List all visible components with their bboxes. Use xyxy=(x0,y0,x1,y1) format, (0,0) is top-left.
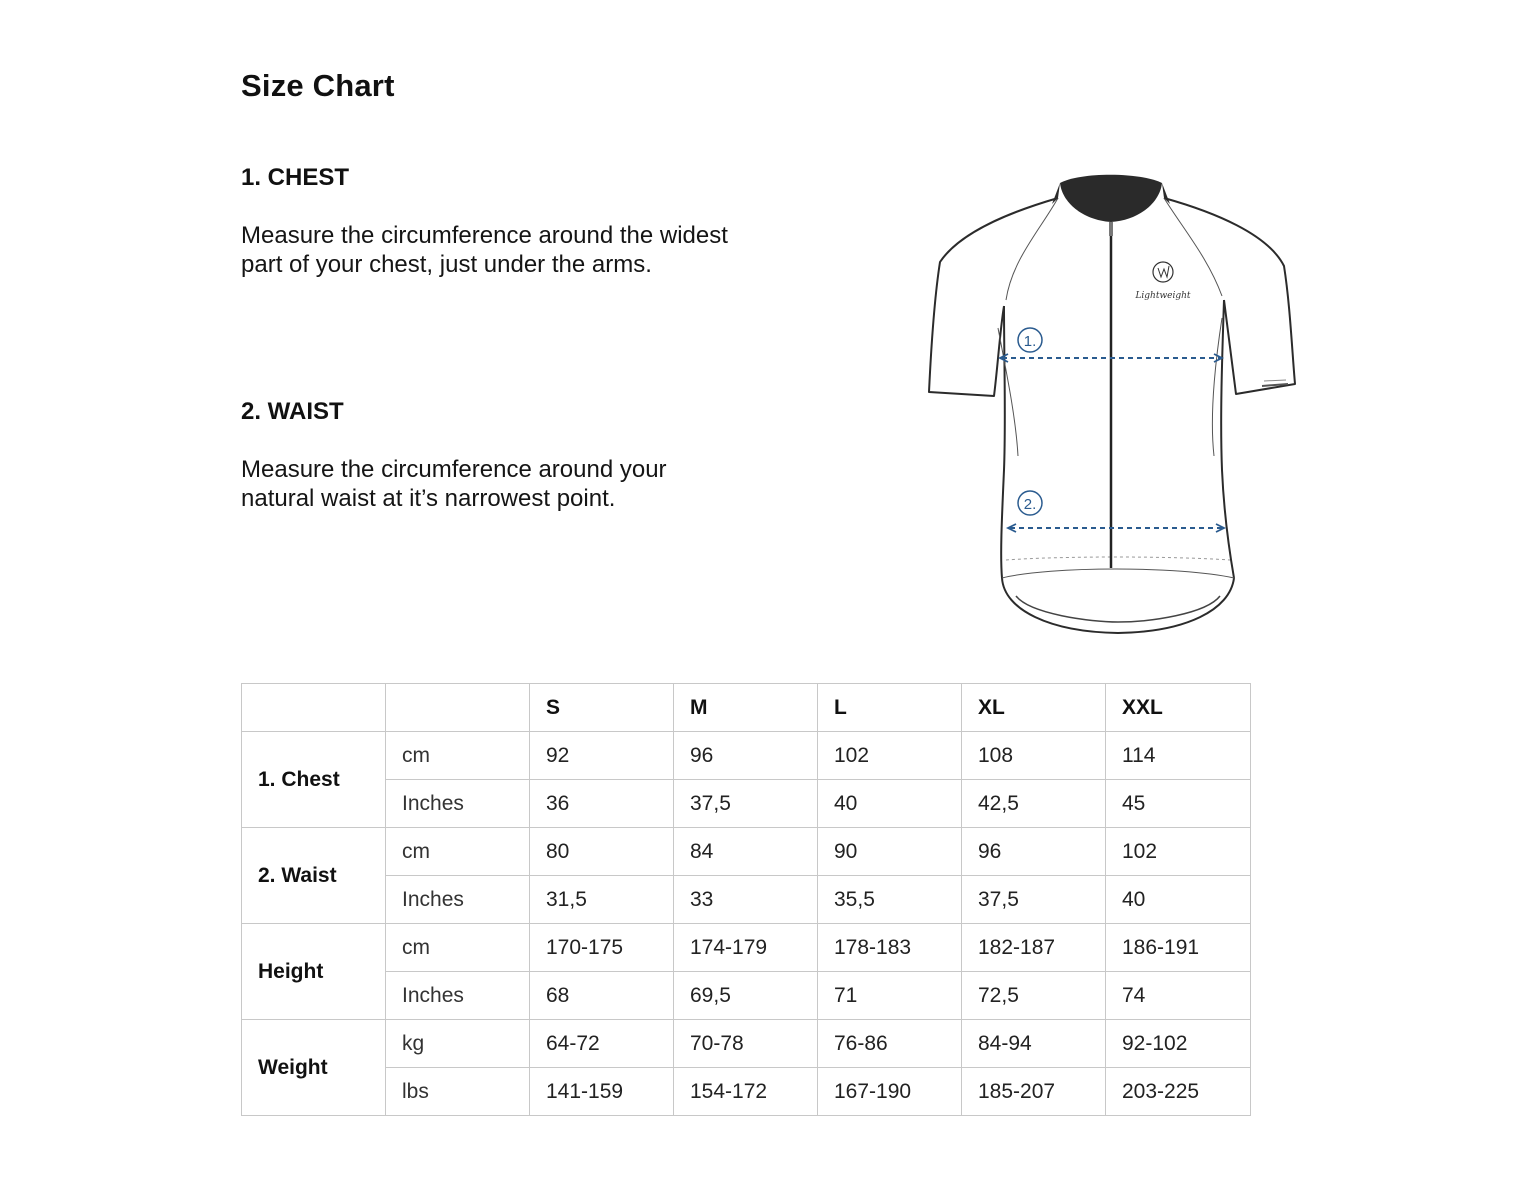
value-cell: 96 xyxy=(962,828,1106,876)
unit-cell: lbs xyxy=(386,1068,530,1116)
unit-cell: cm xyxy=(386,924,530,972)
table-row xyxy=(242,732,1251,780)
value-cell: 90 xyxy=(818,828,962,876)
value-cell: 37,5 xyxy=(962,876,1106,924)
value-cell: 71 xyxy=(818,972,962,1020)
value-cell: 80 xyxy=(530,828,674,876)
value-cell: 37,5 xyxy=(674,780,818,828)
chest-heading: 1. CHEST xyxy=(241,164,350,191)
sleeve-logo xyxy=(1262,380,1288,386)
value-cell: 70-78 xyxy=(674,1020,818,1068)
size-table xyxy=(241,683,1251,1116)
size-header-row xyxy=(242,684,1251,732)
unit-cell: cm xyxy=(386,732,530,780)
table-row xyxy=(242,1068,1251,1116)
height-row-label: Height xyxy=(242,924,386,1020)
value-cell: 186-191 xyxy=(1106,924,1251,972)
value-cell: 178-183 xyxy=(818,924,962,972)
chest-row-label: 1. Chest xyxy=(242,732,386,828)
waist-description xyxy=(241,455,821,513)
value-cell: 45 xyxy=(1106,780,1251,828)
weight-row-label: Weight xyxy=(242,1020,386,1116)
table-row xyxy=(242,1020,1251,1068)
value-cell: 102 xyxy=(818,732,962,780)
waist-heading: 2. WAIST xyxy=(241,398,344,425)
waist-measure xyxy=(1008,491,1224,532)
value-cell: 68 xyxy=(530,972,674,1020)
jersey-seams xyxy=(998,198,1234,622)
unit-cell: Inches xyxy=(386,972,530,1020)
value-cell: 40 xyxy=(1106,876,1251,924)
value-cell: 40 xyxy=(818,780,962,828)
brand-logo xyxy=(1134,262,1190,301)
waist-description-line-1: Measure the circumference around your xyxy=(241,456,667,483)
table-row xyxy=(242,924,1251,972)
table-row xyxy=(242,828,1251,876)
unit-cell: kg xyxy=(386,1020,530,1068)
waist-description-line-2: natural waist at it’s narrowest point. xyxy=(241,485,616,512)
table-row xyxy=(242,972,1251,1020)
value-cell: 170-175 xyxy=(530,924,674,972)
value-cell: 92-102 xyxy=(1106,1020,1251,1068)
jersey-diagram xyxy=(920,168,1310,643)
value-cell: 154-172 xyxy=(674,1068,818,1116)
chest-description-line-1: Measure the circumference around the widest xyxy=(241,222,728,249)
value-cell: 174-179 xyxy=(674,924,818,972)
value-cell: 36 xyxy=(530,780,674,828)
value-cell: 182-187 xyxy=(962,924,1106,972)
unit-cell: Inches xyxy=(386,876,530,924)
value-cell: 114 xyxy=(1106,732,1251,780)
size-xl-header: XL xyxy=(962,684,1106,732)
value-cell: 69,5 xyxy=(674,972,818,1020)
value-cell: 185-207 xyxy=(962,1068,1106,1116)
jersey-collar xyxy=(1060,175,1162,222)
value-cell: 76-86 xyxy=(818,1020,962,1068)
brand-logo-text: Lightweight xyxy=(1135,291,1191,301)
value-cell: 64-72 xyxy=(530,1020,674,1068)
value-cell: 96 xyxy=(674,732,818,780)
unit-cell: cm xyxy=(386,828,530,876)
value-cell: 84 xyxy=(674,828,818,876)
value-cell: 33 xyxy=(674,876,818,924)
chest-description xyxy=(241,221,821,279)
header-empty-cell xyxy=(242,684,386,732)
chest-marker-label: 1. xyxy=(1023,333,1037,350)
value-cell: 42,5 xyxy=(962,780,1106,828)
size-xxl-header: XXL xyxy=(1106,684,1251,732)
value-cell: 141-159 xyxy=(530,1068,674,1116)
value-cell: 108 xyxy=(962,732,1106,780)
chest-description-line-2: part of your chest, just under the arms. xyxy=(241,251,652,278)
value-cell: 31,5 xyxy=(530,876,674,924)
value-cell: 35,5 xyxy=(818,876,962,924)
value-cell: 74 xyxy=(1106,972,1251,1020)
value-cell: 102 xyxy=(1106,828,1251,876)
page-title: Size Chart xyxy=(241,68,395,103)
table-row xyxy=(242,780,1251,828)
value-cell: 72,5 xyxy=(962,972,1106,1020)
size-m-header: M xyxy=(674,684,818,732)
value-cell: 92 xyxy=(530,732,674,780)
size-l-header: L xyxy=(818,684,962,732)
waist-marker-label: 2. xyxy=(1023,496,1037,513)
value-cell: 203-225 xyxy=(1106,1068,1251,1116)
header-empty-cell xyxy=(386,684,530,732)
value-cell: 84-94 xyxy=(962,1020,1106,1068)
unit-cell: Inches xyxy=(386,780,530,828)
size-s-header: S xyxy=(530,684,674,732)
table-row xyxy=(242,876,1251,924)
waist-row-label: 2. Waist xyxy=(242,828,386,924)
value-cell: 167-190 xyxy=(818,1068,962,1116)
